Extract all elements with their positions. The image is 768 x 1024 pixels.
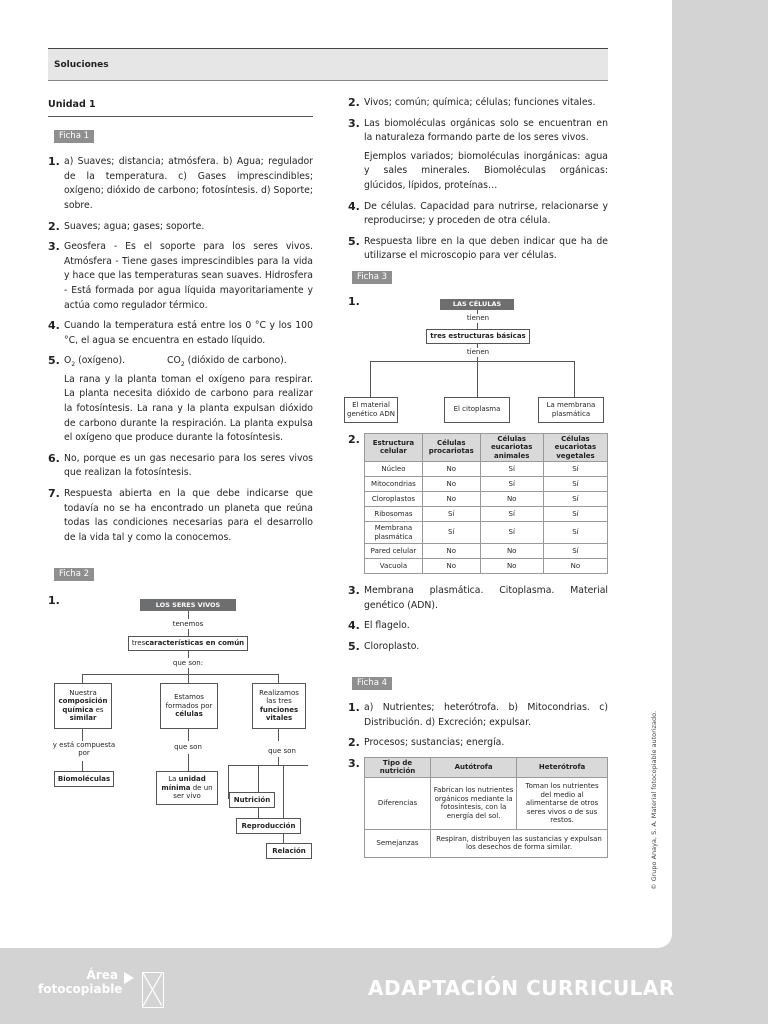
ficha-1-item-5: 5. $O_2$ (oxígeno). $CO_2$ (dióxido de carbono). La rana y la planta toman el oxígeno para respirar. La planta necesita dióxido de carbono para realizar la fotosíntesis. La rana y la planta expulsan dióxido de carbono durante la respiración. La planta expulsa el oxígeno que produce durante la fotosíntesis. <box>48 354 313 444</box>
ficha-1-item-3: 4. Cuando la temperatura está entre los 0 °C y los 100 °C, el agua se encuentra en estado líquido. <box>48 319 313 346</box>
ficha-1-item-b-0: 6. No, porque es un gas necesario para los seres vivos que realizan la fotosíntesis. <box>48 451 313 479</box>
composicion-box: Nuestra composición química es similar <box>54 683 112 729</box>
ficha-3-item-2: 2. Estructura celular Células procariotas Células eucariotas animales Células eucariotas vegetales Núcleo No Sí Sí Mitocondrias No Sí Sí Cloroplastos No No Sí Ribosomas Sí Sí Sí Membrana plasmática Sí Sí Sí Pared celular No No Sí Vacuola No No No <box>348 433 608 575</box>
table-row: Membrana plasmática Sí Sí Sí <box>365 522 608 544</box>
page-header <box>48 48 608 81</box>
reproduccion-box: Reproducción <box>236 818 301 834</box>
table-row: Núcleo No Sí Sí <box>365 462 608 477</box>
diagram-title: LOS SERES VIVOS <box>140 599 236 611</box>
material-genetico-box: El material genético ADN <box>344 397 398 423</box>
item-3-biomoleculas: 3. Las biomoléculas orgánicas solo se encuentran en la naturaleza formando parte de los seres vivos. Ejemplos variados; biomoléculas inorgánicas: agua y sales minerales. Biomoléculas orgánicas: glúcidos, lípidos, proteínas… <box>348 116 608 191</box>
table-row: Vacuola No No No <box>365 559 608 574</box>
celulas-table <box>364 433 608 575</box>
table-row: Ribosomas Sí Sí Sí <box>365 507 608 522</box>
left-column <box>48 98 313 879</box>
tres-estructuras-box: tres estructuras básicas <box>426 329 530 344</box>
adaptacion-curricular-title: ADAPTACIÓN CURRICULAR <box>368 976 675 1000</box>
arrow-icon <box>124 972 134 984</box>
seres-vivos-diagram: 1. LOS SERES VIVOS tenemos tres características en común que son: Nuestra composición química es similar Estamos formados por células Realizamos las tres funciones vitales y está compuesta por que son que son Biomoléculas La unidad mínima de un ser vivo Nutrición Reproducción Relación <box>48 594 313 879</box>
ficha-4-item-3: 3. Tipo de nutrición Autótrofa Heterótrofa Diferencias Fabrican los nutrientes orgánicos mediante la fotosíntesis, con la energía del sol. Toman los nutrientes del medio al alimentarse de otros seres vivos o de sus restos. Semejanzas Respiran, distribuyen las sustancias y expulsan los desechos de forma similar. <box>348 757 608 858</box>
ficha-2-item-4: 4. De células. Capacidad para nutrirse, relacionarse y reproducirse; y proceden de otra célula. <box>348 199 608 227</box>
table-row: Pared celular No No Sí <box>365 544 608 559</box>
relacion-box: Relación <box>266 843 312 859</box>
nutricion-box: Nutrición <box>229 792 275 808</box>
tres-caracteristicas-box: tres características en común <box>128 636 248 651</box>
right-column <box>348 96 608 864</box>
table-header: Células procariotas <box>422 433 480 462</box>
table-header: Estructura celular <box>365 433 423 462</box>
ficha-4-item-0: 1. a) Nutrientes; heterótrofa. b) Mitocondrias. c) Distribución. d) Excreción; expulsar. <box>348 701 608 728</box>
ficha-3-item-0: 3. Membrana plasmática. Citoplasma. Material genético (ADN). <box>348 584 608 611</box>
photocopy-icon <box>142 972 164 1008</box>
ficha-1-item-0: 1. a) Suaves; distancia; atmósfera. b) Agua; regulador de la temperatura. c) Gases imprescindibles; oxígeno; dióxido de carbono; fotosíntesis. d) Soporte; sobre. <box>48 155 313 211</box>
ficha-4-tag: Ficha 4 <box>352 677 392 690</box>
unidad-minima-box: La unidad mínima de un ser vivo <box>156 771 218 805</box>
area-fotocopiable-label: Área fotocopiable <box>38 968 123 996</box>
nutricion-table: Tipo de nutrición Autótrofa Heterótrofa Diferencias Fabrican los nutrientes orgánicos mediante la fotosíntesis, con la energía del sol. Toman los nutrientes del medio al alimentarse de otros seres vivos o de sus restos. Semejanzas Respiran, distribuyen las sustancias y expulsan los desechos de forma similar. <box>364 757 608 858</box>
table-row: Cloroplastos No No Sí <box>365 492 608 507</box>
ficha-1-item-2: 3. Geosfera - Es el soporte para los seres vivos. Atmósfera - Tiene gases imprescindibles para la vida y hace que las temperaturas sean suaves. Hidrosfera - Está formada por agua líquida mayoritariamente y actúa como regulador térmico. <box>48 240 313 311</box>
table-header: Células eucariotas animales <box>480 433 543 462</box>
unit-title: Unidad 1 <box>48 98 313 117</box>
ficha-4-item-1: 2. Procesos; sustancias; energía. <box>348 736 505 750</box>
ficha-2-item-5: 5. Respuesta libre en la que deben indicar que ha de utilizarse el microscopio para ver células. <box>348 234 608 262</box>
table-header: Células eucariotas vegetales <box>543 433 607 462</box>
ficha-1-tag: Ficha 1 <box>54 130 94 143</box>
ficha-3-tag: Ficha 3 <box>352 271 392 284</box>
funciones-box: Realizamos las tres funciones vitales <box>252 683 306 729</box>
ficha-1-item-1: 2. Suaves; agua; gases; soporte. <box>48 219 205 233</box>
ficha-2-item-2: 2. Vivos; común; química; células; funciones vitales. <box>348 96 596 109</box>
ficha-3-item-2: 5. Cloroplasto. <box>348 639 420 653</box>
copyright-note: © Grupo Anaya, S. A. Material fotocopiable autorizado. <box>650 710 658 890</box>
ficha-2-tag: Ficha 2 <box>54 568 94 581</box>
celulas-box: Estamos formados por células <box>160 683 218 729</box>
membrana-box: La membrana plasmática <box>538 397 604 423</box>
table-row: Mitocondrias No Sí Sí <box>365 477 608 492</box>
celulas-title: LAS CÉLULAS <box>440 299 514 310</box>
ficha-1-item-b-1: 7. Respuesta abierta en la que debe indicarse que todavía no se ha encontrado un planeta que reúna todas las condiciones necesarias para el desarrollo de la vida tal y como la conocemos. <box>48 486 313 543</box>
ficha-3-item-1: 4. El flagelo. <box>348 619 410 633</box>
page-title: Soluciones <box>54 60 109 70</box>
citoplasma-box: El citoplasma <box>444 397 510 423</box>
celulas-diagram: 1. LAS CÉLULAS tienen tres estructuras básicas tienen El material genético ADN El citoplasma La membrana plasmática <box>348 295 608 407</box>
biomoleculas-box: Biomoléculas <box>54 771 114 787</box>
